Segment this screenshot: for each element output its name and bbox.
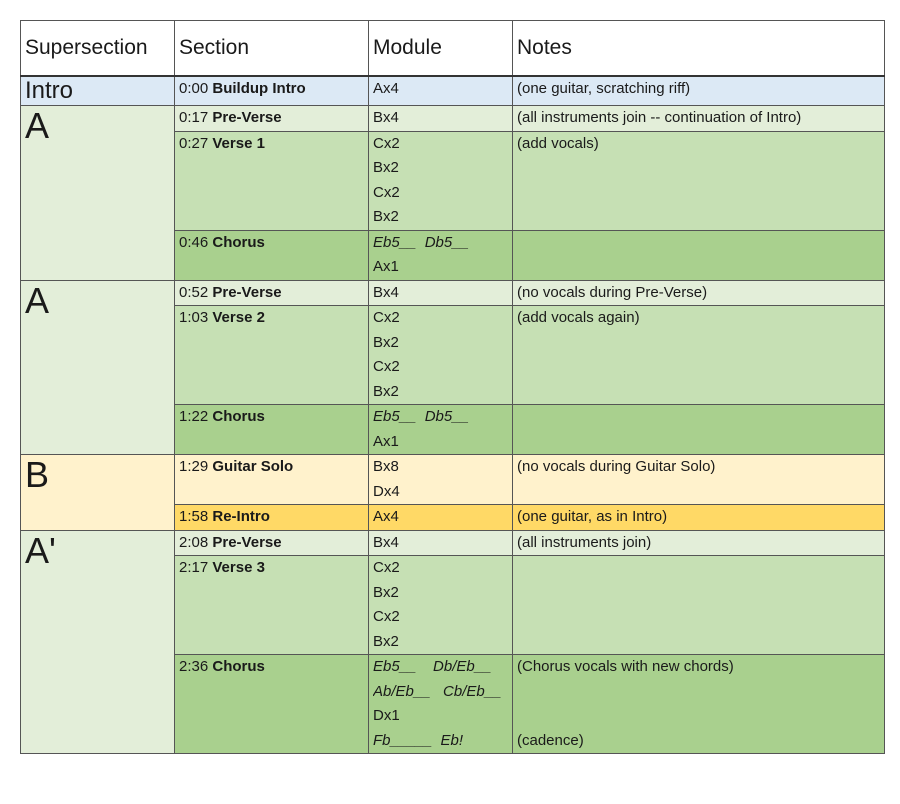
notes-cell <box>513 405 885 455</box>
module-line: Ab/Eb__ Cb/Eb__ <box>373 682 502 700</box>
header-notes: Notes <box>513 21 885 77</box>
notes-cell <box>513 530 885 556</box>
module-line: Fb_____ Eb! <box>373 731 464 749</box>
module-line: Bx4 <box>373 283 399 301</box>
section-label <box>179 531 364 556</box>
song-structure-document <box>20 20 884 790</box>
module-line: Eb5__ Db/Eb__ <box>373 658 492 675</box>
module-line: Bx4 <box>373 109 399 126</box>
note-line <box>517 605 880 630</box>
section-name: Chorus <box>212 233 265 251</box>
module-cell <box>369 455 513 505</box>
notes-cell <box>513 455 885 505</box>
note-line <box>517 205 880 230</box>
module-line: Eb5__ Db5__ <box>373 233 469 251</box>
section-cell <box>175 655 369 754</box>
note-line <box>517 405 880 430</box>
module-line: Bx2 <box>373 333 399 351</box>
note-line: (all instruments join) <box>517 533 652 551</box>
module-line: Dx1 <box>373 707 400 724</box>
notes-cell <box>513 505 885 531</box>
module-line: Bx2 <box>373 382 399 400</box>
section-time: 0:46 <box>179 233 209 251</box>
module-line: Ax4 <box>373 80 399 97</box>
section-label <box>179 306 364 331</box>
module-line: Bx2 <box>373 583 399 601</box>
section-name: Chorus <box>212 408 265 425</box>
section-cell <box>175 405 369 455</box>
notes-cell <box>513 655 885 754</box>
module-line: Dx4 <box>373 482 400 500</box>
note-line: (cadence) <box>517 731 584 749</box>
section-label <box>179 231 364 256</box>
section-time: 2:36 <box>179 658 209 675</box>
table-row <box>21 76 885 106</box>
module-line: Bx2 <box>373 632 399 650</box>
note-line <box>517 331 880 356</box>
note-line <box>517 680 880 705</box>
section-time: 2:08 <box>179 533 209 551</box>
supersection-label: A <box>21 280 175 455</box>
section-label <box>179 132 364 157</box>
table-row <box>21 530 885 556</box>
header-section: Section <box>175 21 369 77</box>
supersection-label: A <box>21 106 175 281</box>
section-cell <box>175 76 369 106</box>
notes-cell <box>513 280 885 306</box>
module-cell <box>369 655 513 754</box>
module-cell <box>369 505 513 531</box>
section-cell <box>175 455 369 505</box>
section-cell <box>175 280 369 306</box>
section-label <box>179 405 364 430</box>
section-cell <box>175 556 369 655</box>
note-line: (add vocals) <box>517 134 599 152</box>
section-label <box>179 77 364 102</box>
section-time: 1:29 <box>179 458 209 475</box>
module-cell <box>369 530 513 556</box>
module-line: Cx2 <box>373 183 400 201</box>
module-line: Ax4 <box>373 508 399 525</box>
table-row <box>21 280 885 306</box>
section-name: Verse 3 <box>212 559 265 576</box>
module-line: Cx2 <box>373 134 400 152</box>
supersection-label: B <box>21 455 175 531</box>
note-line: (Chorus vocals with new chords) <box>517 658 734 675</box>
section-name: Pre-Verse <box>212 533 282 551</box>
module-line: Cx2 <box>373 309 400 326</box>
notes-cell <box>513 131 885 230</box>
note-line <box>517 231 880 256</box>
note-line: (all instruments join -- continuation of Intro) <box>517 109 802 126</box>
section-label <box>179 655 364 680</box>
supersection-label: Intro <box>21 76 175 106</box>
module-line: Bx8 <box>373 458 399 475</box>
module-cell <box>369 230 513 280</box>
section-label <box>179 505 364 530</box>
module-line: Cx2 <box>373 559 400 576</box>
section-time: 0:52 <box>179 283 209 301</box>
section-time: 1:58 <box>179 508 209 525</box>
notes-cell <box>513 230 885 280</box>
note-line <box>517 581 880 606</box>
section-name: Re-Intro <box>212 508 270 525</box>
section-cell <box>175 530 369 556</box>
section-time: 0:17 <box>179 109 209 126</box>
section-time: 0:27 <box>179 134 209 152</box>
section-time: 2:17 <box>179 559 209 576</box>
module-cell <box>369 131 513 230</box>
table-row <box>21 455 885 505</box>
note-line <box>517 355 880 380</box>
note-line: (one guitar, as in Intro) <box>517 508 668 525</box>
module-cell <box>369 106 513 132</box>
note-line <box>517 480 880 505</box>
section-time: 0:00 <box>179 80 209 97</box>
section-label <box>179 455 364 480</box>
notes-cell <box>513 306 885 405</box>
section-cell <box>175 505 369 531</box>
notes-cell <box>513 556 885 655</box>
note-line <box>517 704 880 729</box>
header-supersection: Supersection <box>21 21 175 77</box>
module-cell <box>369 405 513 455</box>
section-label <box>179 281 364 306</box>
section-cell <box>175 230 369 280</box>
note-line: (no vocals during Pre-Verse) <box>517 283 708 301</box>
section-name: Chorus <box>212 658 265 675</box>
note-line <box>517 430 880 455</box>
module-cell <box>369 306 513 405</box>
supersection-label: A' <box>21 530 175 754</box>
section-name: Verse 1 <box>212 134 265 152</box>
module-line: Ax1 <box>373 432 399 450</box>
header-row <box>21 21 885 77</box>
module-line: Ax1 <box>373 258 399 275</box>
table-body <box>21 76 885 754</box>
section-name: Pre-Verse <box>212 283 282 301</box>
module-line: Eb5__ Db5__ <box>373 408 469 425</box>
header-module: Module <box>369 21 513 77</box>
section-cell <box>175 131 369 230</box>
note-line: (one guitar, scratching riff) <box>517 80 691 97</box>
section-cell <box>175 106 369 132</box>
note-line: (no vocals during Guitar Solo) <box>517 458 716 475</box>
note-line <box>517 181 880 206</box>
section-label <box>179 556 364 581</box>
module-cell <box>369 280 513 306</box>
notes-cell <box>513 76 885 106</box>
note-line <box>517 255 880 280</box>
module-cell <box>369 76 513 106</box>
section-time: 1:03 <box>179 309 209 326</box>
note-line <box>517 556 880 581</box>
note-line <box>517 156 880 181</box>
notes-cell <box>513 106 885 132</box>
module-line: Bx4 <box>373 533 399 551</box>
module-line: Cx2 <box>373 608 400 625</box>
module-line: Bx2 <box>373 208 399 225</box>
section-cell <box>175 306 369 405</box>
section-name: Verse 2 <box>212 309 265 326</box>
module-line: Bx2 <box>373 159 399 176</box>
section-name: Pre-Verse <box>212 109 282 126</box>
section-label <box>179 106 364 131</box>
module-cell <box>369 556 513 655</box>
section-name: Guitar Solo <box>212 458 294 475</box>
module-line: Cx2 <box>373 358 400 375</box>
note-line <box>517 380 880 405</box>
note-line: (add vocals again) <box>517 309 640 326</box>
table-row <box>21 106 885 132</box>
note-line <box>517 630 880 655</box>
song-structure-table <box>20 20 885 754</box>
section-time: 1:22 <box>179 408 209 425</box>
section-name: Buildup Intro <box>212 80 306 97</box>
